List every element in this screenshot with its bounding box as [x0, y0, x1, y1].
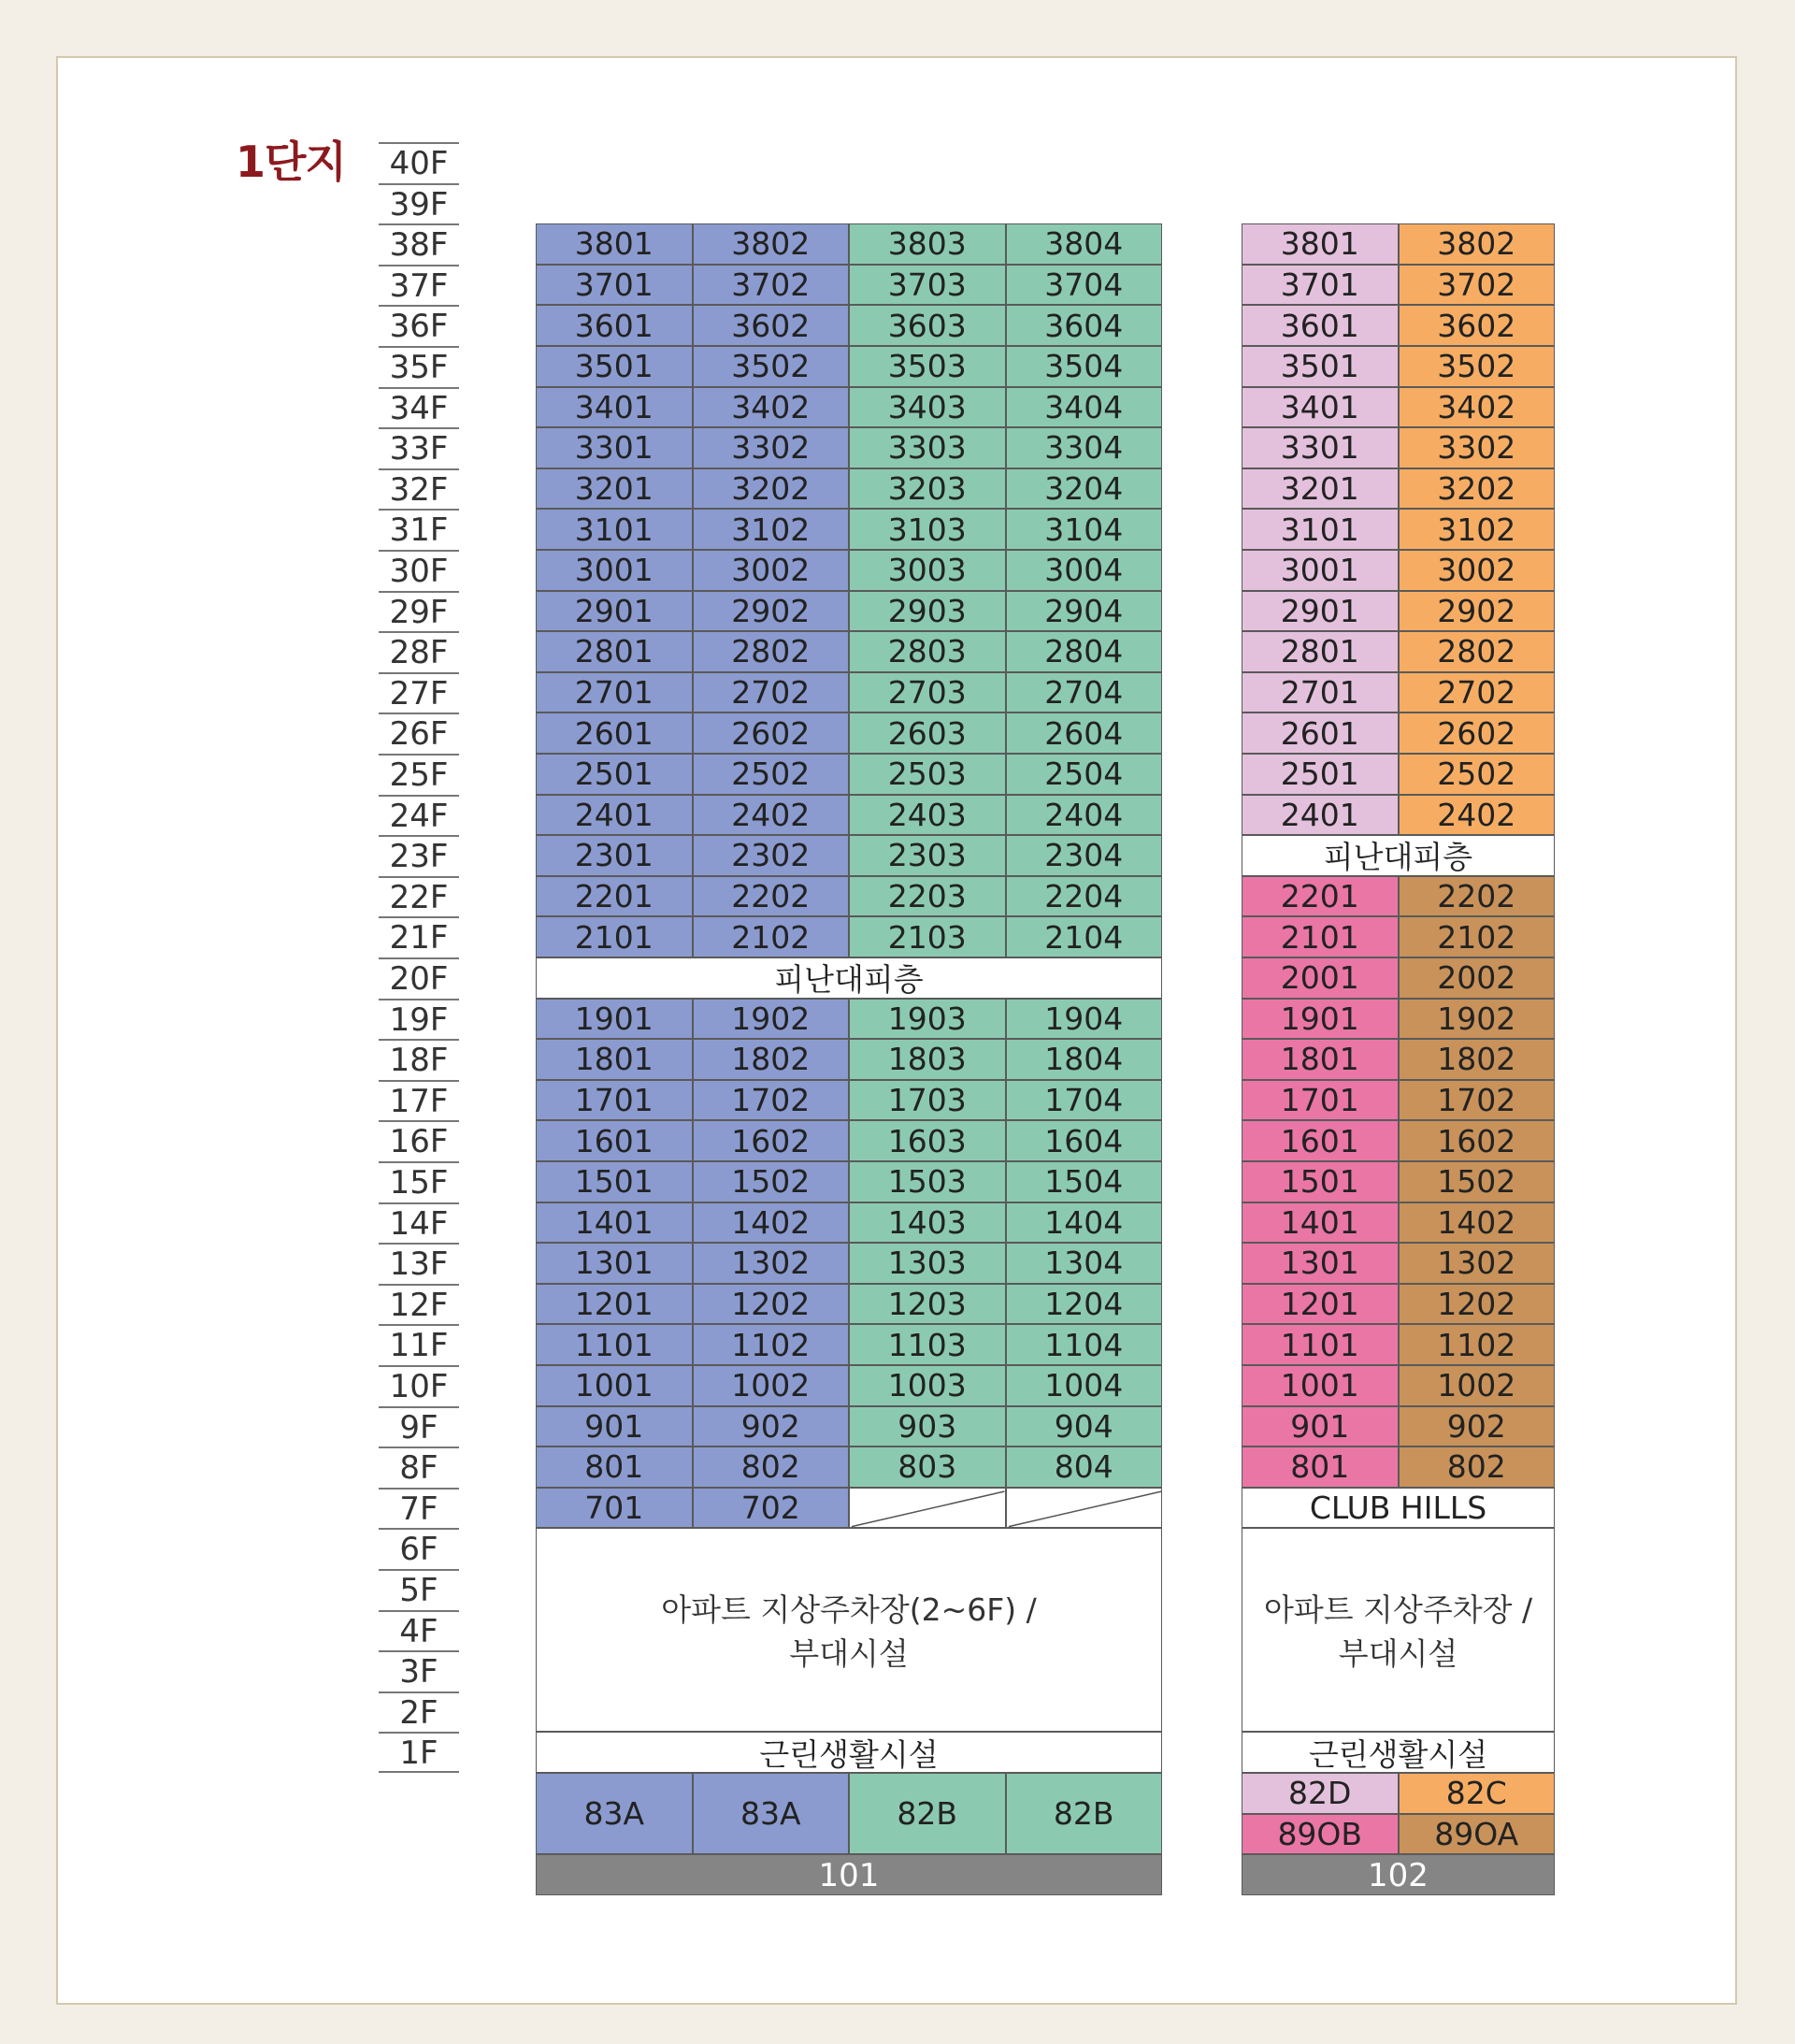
unit-cell: 3503 [849, 346, 1006, 387]
floor-label: 8F [379, 1447, 459, 1488]
unit-cell: 2104 [1006, 916, 1163, 957]
unit-cell: 3304 [1006, 427, 1163, 468]
unit-cell: 1704 [1006, 1080, 1163, 1121]
parking-label-line2: 부대시설 [1338, 1635, 1458, 1673]
unit-cell: 2202 [1399, 876, 1556, 917]
unit-cell: 2302 [693, 835, 850, 876]
unit-cell: 903 [849, 1406, 1006, 1447]
floor-label: 31F [379, 509, 459, 550]
unit-cell: 1502 [693, 1161, 850, 1202]
unit-cell: 1904 [1006, 999, 1163, 1040]
unit-cell: 1201 [1242, 1284, 1399, 1325]
unit-cell: 3701 [536, 265, 693, 306]
unit-cell: 2904 [1006, 591, 1163, 632]
unit-cell: 3502 [1399, 346, 1556, 387]
unit-cell: 2404 [1006, 795, 1163, 836]
unit-cell: 2203 [849, 876, 1006, 917]
unit-type-cell: 82B [849, 1773, 1006, 1854]
unit-cell: 1901 [1242, 999, 1399, 1040]
floor-label: 4F [379, 1610, 459, 1651]
unit-cell: 1801 [1242, 1039, 1399, 1080]
unit-cell: 3303 [849, 427, 1006, 468]
unit-cell: 3104 [1006, 509, 1163, 550]
floor-label: 35F [379, 346, 459, 387]
unit-cell: 1402 [1399, 1202, 1556, 1244]
unit-cell: 1101 [536, 1324, 693, 1365]
unit-cell: 1203 [849, 1284, 1006, 1325]
floor-label: 18F [379, 1039, 459, 1080]
unit-cell: 901 [1242, 1406, 1399, 1447]
unit-cell: 1404 [1006, 1202, 1163, 1244]
unit-cell: 1602 [693, 1120, 850, 1161]
unit-cell: 3001 [536, 550, 693, 591]
unit-cell: 2304 [1006, 835, 1163, 876]
floor-label: 17F [379, 1080, 459, 1121]
floor-label: 38F [379, 223, 459, 265]
unit-cell: 1301 [536, 1243, 693, 1284]
unit-cell: 3702 [1399, 265, 1556, 306]
floor-label: 34F [379, 387, 459, 428]
unit-cell: 1003 [849, 1365, 1006, 1406]
parking-label-line1: 아파트 지상주차장(2~6F) / [661, 1591, 1037, 1629]
unit-cell: 1703 [849, 1080, 1006, 1121]
unit-cell: 2601 [536, 713, 693, 754]
floor-label: 16F [379, 1120, 459, 1161]
floor-label: 37F [379, 265, 459, 306]
floor-label: 26F [379, 713, 459, 754]
unit-cell: 2903 [849, 591, 1006, 632]
unit-cell: 1302 [1399, 1243, 1556, 1284]
unit-cell: 1202 [693, 1284, 850, 1325]
floor-label: 7F [379, 1488, 459, 1529]
unit-cell: 3402 [693, 387, 850, 428]
floor-label: 24F [379, 795, 459, 836]
unit-cell: 2201 [536, 876, 693, 917]
floor-label: 10F [379, 1365, 459, 1406]
unit-cell: 1902 [693, 999, 850, 1040]
unit-cell: 2501 [1242, 754, 1399, 795]
floor-label: 15F [379, 1161, 459, 1202]
floor-label: 36F [379, 305, 459, 346]
unit-cell: 1301 [1242, 1243, 1399, 1284]
unit-cell: 1202 [1399, 1284, 1556, 1325]
retail-floor: 근린생활시설 [536, 1732, 1162, 1773]
floor-label: 33F [379, 427, 459, 468]
unit-type-cell: 82D [1242, 1773, 1399, 1814]
unit-cell: 804 [1006, 1447, 1163, 1488]
unit-cell: 3301 [1242, 427, 1399, 468]
unit-cell: 2702 [693, 672, 850, 713]
parking-label-line1: 아파트 지상주차장 / [1263, 1591, 1533, 1629]
floor-label: 9F [379, 1406, 459, 1447]
unit-cell: 3601 [1242, 305, 1399, 346]
floor-label: 5F [379, 1569, 459, 1610]
floor-label: 6F [379, 1528, 459, 1569]
refuge-floor: 피난대피층 [1242, 835, 1555, 876]
unit-cell: 3701 [1242, 265, 1399, 306]
unit-cell: 3802 [693, 223, 850, 265]
empty-unit-cell [849, 1488, 1006, 1529]
unit-cell: 3002 [693, 550, 850, 591]
floor-label: 22F [379, 876, 459, 917]
unit-cell: 2701 [536, 672, 693, 713]
unit-cell: 2801 [1242, 631, 1399, 672]
unit-cell: 3704 [1006, 265, 1163, 306]
floor-label: 30F [379, 550, 459, 591]
floor-label: 20F [379, 957, 459, 999]
unit-cell: 2803 [849, 631, 1006, 672]
floor-label: 39F [379, 183, 459, 224]
unit-cell: 1804 [1006, 1039, 1163, 1080]
unit-cell: 3803 [849, 223, 1006, 265]
unit-cell: 2901 [1242, 591, 1399, 632]
unit-cell: 1002 [693, 1365, 850, 1406]
unit-cell: 3101 [1242, 509, 1399, 550]
unit-cell: 3003 [849, 550, 1006, 591]
unit-cell: 3201 [536, 468, 693, 510]
unit-cell: 801 [1242, 1447, 1399, 1488]
unit-cell: 3804 [1006, 223, 1163, 265]
unit-cell: 2502 [693, 754, 850, 795]
unit-cell: 3501 [1242, 346, 1399, 387]
building-name-label: 101 [536, 1854, 1162, 1895]
unit-cell: 3502 [693, 346, 850, 387]
unit-cell: 3604 [1006, 305, 1163, 346]
unit-cell: 2303 [849, 835, 1006, 876]
unit-cell: 2701 [1242, 672, 1399, 713]
unit-cell: 2602 [1399, 713, 1556, 754]
unit-cell: 3103 [849, 509, 1006, 550]
unit-cell: 1903 [849, 999, 1006, 1040]
unit-type-cell: 82B [1006, 1773, 1163, 1854]
floor-label: 27F [379, 672, 459, 713]
unit-cell: 1001 [536, 1365, 693, 1406]
unit-cell: 1702 [1399, 1080, 1556, 1121]
unit-cell: 2401 [1242, 795, 1399, 836]
unit-cell: 3404 [1006, 387, 1163, 428]
unit-cell: 1001 [1242, 1365, 1399, 1406]
unit-cell: 1402 [693, 1202, 850, 1244]
unit-cell: 802 [693, 1447, 850, 1488]
unit-cell: 702 [693, 1488, 850, 1529]
unit-cell: 902 [693, 1406, 850, 1447]
unit-cell: 3401 [536, 387, 693, 428]
unit-cell: 1304 [1006, 1243, 1163, 1284]
club-hills-floor: CLUB HILLS [1242, 1488, 1555, 1529]
unit-cell: 3002 [1399, 550, 1556, 591]
unit-cell: 1602 [1399, 1120, 1556, 1161]
unit-cell: 1802 [693, 1039, 850, 1080]
floor-label: 14F [379, 1202, 459, 1244]
unit-cell: 2101 [1242, 916, 1399, 957]
unit-cell: 3203 [849, 468, 1006, 510]
unit-cell: 2601 [1242, 713, 1399, 754]
unit-cell: 2703 [849, 672, 1006, 713]
unit-cell: 1501 [536, 1161, 693, 1202]
unit-cell: 2401 [536, 795, 693, 836]
unit-cell: 1803 [849, 1039, 1006, 1080]
parking-label-line2: 부대시설 [789, 1635, 909, 1673]
unit-cell: 2402 [1399, 795, 1556, 836]
empty-unit-cell [1006, 1488, 1163, 1529]
unit-cell: 2804 [1006, 631, 1163, 672]
unit-cell: 1901 [536, 999, 693, 1040]
unit-cell: 2204 [1006, 876, 1163, 917]
unit-cell: 802 [1399, 1447, 1556, 1488]
floor-label: 19F [379, 999, 459, 1040]
unit-cell: 2102 [1399, 916, 1556, 957]
unit-type-cell: 89OB [1242, 1814, 1399, 1855]
unit-cell: 1002 [1399, 1365, 1556, 1406]
unit-cell: 2101 [536, 916, 693, 957]
unit-cell: 3202 [693, 468, 850, 510]
unit-cell: 3102 [693, 509, 850, 550]
unit-cell: 3201 [1242, 468, 1399, 510]
parking-block [1242, 1528, 1555, 1732]
unit-cell: 3302 [693, 427, 850, 468]
floor-label: 12F [379, 1284, 459, 1325]
unit-cell: 3801 [536, 223, 693, 265]
unit-cell: 2901 [536, 591, 693, 632]
unit-cell: 2402 [693, 795, 850, 836]
unit-cell: 1701 [536, 1080, 693, 1121]
unit-cell: 3801 [1242, 223, 1399, 265]
floor-label: 3F [379, 1650, 459, 1691]
unit-cell: 2201 [1242, 876, 1399, 917]
unit-cell: 3204 [1006, 468, 1163, 510]
unit-cell: 1401 [1242, 1202, 1399, 1244]
floor-label: 32F [379, 468, 459, 510]
unit-cell: 901 [536, 1406, 693, 1447]
unit-cell: 3202 [1399, 468, 1556, 510]
unit-cell: 2603 [849, 713, 1006, 754]
retail-floor: 근린생활시설 [1242, 1732, 1555, 1773]
unit-cell: 801 [536, 1447, 693, 1488]
unit-cell: 1102 [693, 1324, 850, 1365]
unit-cell: 3601 [536, 305, 693, 346]
unit-cell: 2702 [1399, 672, 1556, 713]
unit-cell: 2504 [1006, 754, 1163, 795]
unit-cell: 2001 [1242, 957, 1399, 999]
unit-cell: 1504 [1006, 1161, 1163, 1202]
floor-label: 2F [379, 1691, 459, 1733]
unit-cell: 1104 [1006, 1324, 1163, 1365]
unit-cell: 1004 [1006, 1365, 1163, 1406]
floor-label: 23F [379, 835, 459, 876]
unit-cell: 1501 [1242, 1161, 1399, 1202]
unit-type-cell: 89OA [1399, 1814, 1556, 1855]
unit-cell: 3802 [1399, 223, 1556, 265]
unit-cell: 3302 [1399, 427, 1556, 468]
unit-cell: 1902 [1399, 999, 1556, 1040]
refuge-floor: 피난대피층 [536, 957, 1162, 999]
floor-label: 28F [379, 631, 459, 672]
unit-cell: 3602 [693, 305, 850, 346]
floor-label: 11F [379, 1324, 459, 1365]
unit-cell: 1702 [693, 1080, 850, 1121]
unit-cell: 3001 [1242, 550, 1399, 591]
unit-cell: 3401 [1242, 387, 1399, 428]
unit-cell: 902 [1399, 1406, 1556, 1447]
unit-cell: 2501 [536, 754, 693, 795]
unit-type-cell: 82C [1399, 1773, 1556, 1814]
unit-cell: 1201 [536, 1284, 693, 1325]
unit-cell: 2103 [849, 916, 1006, 957]
unit-cell: 1802 [1399, 1039, 1556, 1080]
unit-cell: 1502 [1399, 1161, 1556, 1202]
unit-cell: 2102 [693, 916, 850, 957]
unit-cell: 1403 [849, 1202, 1006, 1244]
unit-cell: 3703 [849, 265, 1006, 306]
unit-cell: 1503 [849, 1161, 1006, 1202]
floor-label: 29F [379, 591, 459, 632]
unit-cell: 3603 [849, 305, 1006, 346]
unit-cell: 3004 [1006, 550, 1163, 591]
unit-cell: 1603 [849, 1120, 1006, 1161]
unit-cell: 1101 [1242, 1324, 1399, 1365]
complex-title: 1단지 [236, 137, 346, 187]
unit-cell: 1102 [1399, 1324, 1556, 1365]
unit-cell: 1601 [1242, 1120, 1399, 1161]
unit-cell: 3102 [1399, 509, 1556, 550]
unit-cell: 803 [849, 1447, 1006, 1488]
unit-cell: 3402 [1399, 387, 1556, 428]
unit-cell: 3602 [1399, 305, 1556, 346]
unit-cell: 2602 [693, 713, 850, 754]
unit-cell: 1401 [536, 1202, 693, 1244]
unit-type-cell: 83A [693, 1773, 850, 1854]
unit-cell: 2704 [1006, 672, 1163, 713]
unit-cell: 2902 [1399, 591, 1556, 632]
unit-cell: 1302 [693, 1243, 850, 1284]
parking-block [536, 1528, 1162, 1732]
unit-cell: 1204 [1006, 1284, 1163, 1325]
unit-cell: 3403 [849, 387, 1006, 428]
unit-type-cell: 83A [536, 1773, 693, 1854]
unit-cell: 1601 [536, 1120, 693, 1161]
unit-cell: 2202 [693, 876, 850, 917]
unit-cell: 701 [536, 1488, 693, 1529]
floor-label: 1F [379, 1732, 459, 1773]
unit-cell: 2604 [1006, 713, 1163, 754]
floor-label: 13F [379, 1243, 459, 1284]
unit-cell: 904 [1006, 1406, 1163, 1447]
unit-cell: 1701 [1242, 1080, 1399, 1121]
unit-cell: 3101 [536, 509, 693, 550]
unit-cell: 2301 [536, 835, 693, 876]
floor-label: 25F [379, 754, 459, 795]
unit-cell: 1604 [1006, 1120, 1163, 1161]
unit-cell: 2801 [536, 631, 693, 672]
floor-label: 21F [379, 916, 459, 957]
unit-cell: 3301 [536, 427, 693, 468]
unit-cell: 3504 [1006, 346, 1163, 387]
unit-cell: 1801 [536, 1039, 693, 1080]
building-name-label: 102 [1242, 1854, 1555, 1895]
unit-cell: 2503 [849, 754, 1006, 795]
unit-cell: 1103 [849, 1324, 1006, 1365]
unit-cell: 2802 [693, 631, 850, 672]
unit-cell: 2403 [849, 795, 1006, 836]
unit-cell: 2902 [693, 591, 850, 632]
unit-cell: 2502 [1399, 754, 1556, 795]
unit-cell: 1303 [849, 1243, 1006, 1284]
unit-cell: 3501 [536, 346, 693, 387]
unit-cell: 3702 [693, 265, 850, 306]
unit-cell: 2802 [1399, 631, 1556, 672]
floor-label: 40F [379, 142, 459, 183]
unit-cell: 2002 [1399, 957, 1556, 999]
